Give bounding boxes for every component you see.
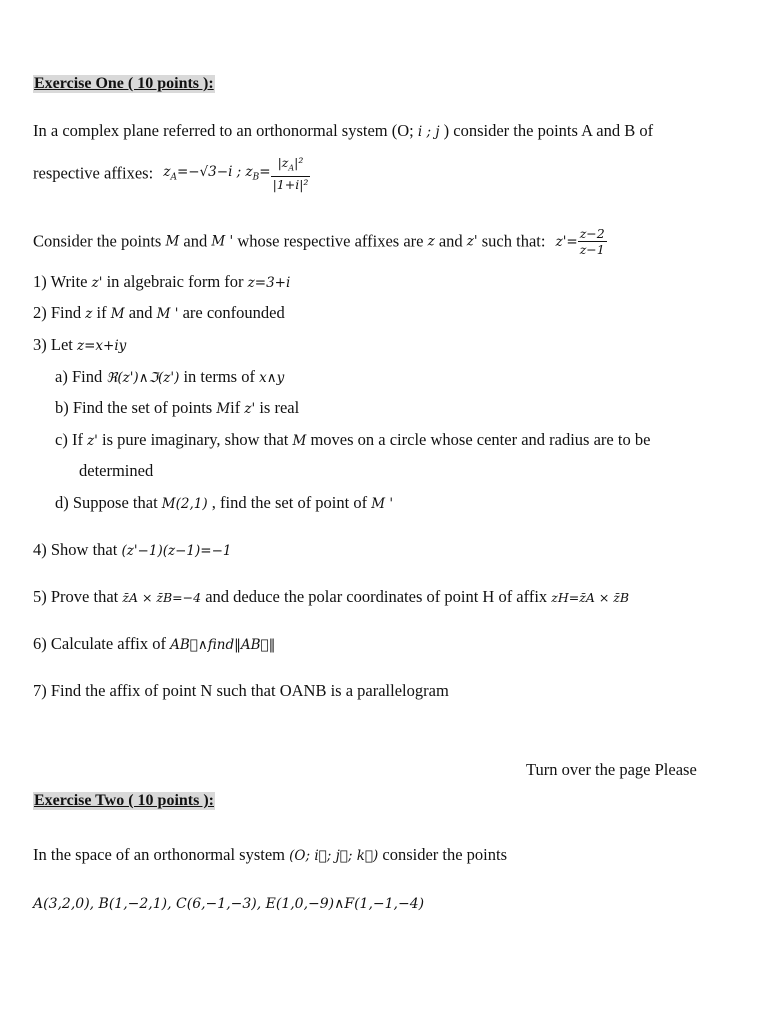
ex1-intro-end: ) consider the points A and B of: [439, 121, 654, 140]
question-1: 1) Write z' in algebraic form for z=3+i: [33, 272, 291, 291]
ex2-intro-line: In the space of an orthonormal system (O; i⃗; j⃗; k⃗) consider the points: [33, 845, 508, 864]
and-text: and: [179, 231, 212, 251]
exercise-two-heading: Exercise Two ( 10 points ):: [34, 792, 214, 809]
such-that-text: such that:: [477, 231, 550, 251]
math-M-prime: M ': [211, 233, 234, 250]
question-3c: c) If z' is pure imaginary, show that M moves on a circle whose center and radius are to be: [55, 430, 651, 449]
ex1-affixes-line: [33, 155, 310, 192]
zA-expression: $z_A=-√3-i$ ; $z_B=$: [163, 163, 271, 183]
zprime-lhs: z'=: [555, 233, 578, 250]
affixes-label: respective affixes:: [33, 163, 154, 183]
ex1-intro-basis: i ; j: [417, 124, 440, 140]
question-3d: d) Suppose that M(2,1) , find the set of point of M ': [55, 493, 394, 512]
ex1-intro-start: In a complex plane referred to an orthonormal system (O;: [33, 121, 418, 140]
ex1-intro-line: [33, 121, 653, 141]
ex1-consider-line: [33, 226, 607, 257]
exercise-one-heading: Exercise One ( 10 points ):: [34, 75, 214, 92]
question-2: 2) Find z if M and M ' are confounded: [33, 303, 285, 322]
math-z-prime: z': [466, 233, 478, 250]
turn-over-note: Turn over the page Please: [526, 760, 697, 779]
question-4: 4) Show that (z'−1)(z−1)=−1: [33, 540, 232, 559]
consider-text: Consider the points: [33, 231, 166, 251]
and-text-2: and: [434, 231, 467, 251]
question-3: 3) Let z=x+iy: [33, 335, 127, 354]
question-3a: a) Find ℜ(z')∧ℑ(z') in terms of x∧y: [55, 367, 285, 386]
zprime-fraction: $\frac{z-2}{z-1}$: [579, 226, 605, 257]
whose-text: whose respective affixes are: [233, 231, 428, 251]
ex2-points-line: A(3,2,0), B(1,−2,1), C(6,−1,−3), E(1,0,−9)∧F(1,−1,−4): [33, 896, 425, 912]
question-7: 7) Find the affix of point N such that OANB is a parallelogram: [33, 681, 449, 700]
math-M: M: [165, 233, 180, 250]
math-z: z: [427, 233, 435, 250]
question-3b: b) Find the set of points Mif z' is real: [55, 398, 300, 417]
zB-fraction: $\frac{|z_A|^2}{\text{|1+i|²}}$: [272, 155, 309, 192]
question-5: 5) Prove that z̄A × z̄B=−4 and deduce the polar coordinates of point H of affix zH=z̄A × z̄B: [33, 587, 630, 606]
question-3c-line2: determined: [79, 461, 154, 480]
question-6: 6) Calculate affix of AB⃗∧find‖AB⃗‖: [33, 634, 276, 653]
